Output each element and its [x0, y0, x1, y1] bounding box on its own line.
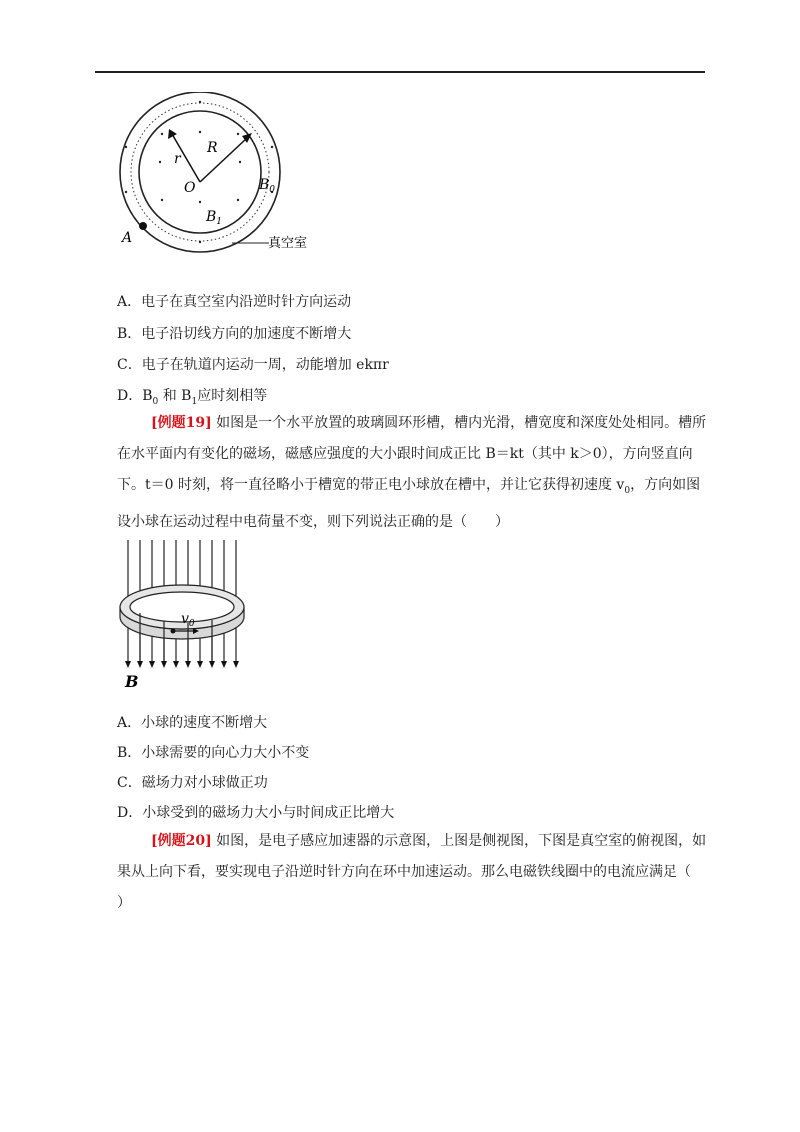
q19-option-c: C．磁场力对小球做正功 — [117, 775, 268, 791]
label-O: O — [184, 180, 196, 196]
example-19-tag: [例题19] — [151, 415, 212, 431]
accelerator-top-view-figure — [112, 92, 322, 262]
q19-option-d: D．小球受到的磁场力大小与时间成正比增大 — [117, 805, 395, 821]
q19-option-a: A．小球的速度不断增大 — [117, 715, 268, 731]
header-rule — [95, 71, 705, 73]
label-r: r — [174, 151, 181, 167]
label-A: A — [122, 230, 133, 246]
ring-trough-figure — [115, 535, 250, 690]
q18-option-d: D．$B_0$ 和 $B_1$应时刻相等 — [117, 388, 268, 407]
label-B: B — [125, 672, 139, 690]
label-vacuum-chamber: 真空室 — [268, 235, 308, 250]
example-19-text: [例题19] 如图是一个水平放置的玻璃圆环形槽，槽内光滑，槽宽度和深度处处相同。槽所 在水平面内有变化的磁场，磁感应强度的大小跟时间成正比 B＝kt（其中 k＞0），方向竖直向 下。t＝0 时刻，将一直径略小于槽宽的带正电小球放在槽中，并让它获得初速度 $v_0$，方向如图 设小球在运动过程中电荷量不变，则下列说法正确的是（ ） — [117, 415, 707, 530]
label-B1: $B_1$ — [206, 209, 223, 227]
q19-option-b: B．小球需要的向心力大小不变 — [117, 745, 310, 761]
q18-option-c: C．电子在轨道内运动一周，动能增加 ekπr — [117, 357, 389, 373]
label-B0: $B_0$ — [259, 177, 276, 195]
dotted-orbit — [131, 103, 269, 241]
q18-option-b: B．电子沿切线方向的加速度不断增大 — [117, 326, 352, 342]
label-R: R — [207, 140, 218, 156]
inner-circle — [139, 111, 261, 233]
charged-ball — [171, 629, 176, 634]
electron-A — [139, 222, 147, 230]
example-20-text: [例题20] 如图，是电子感应加速器的示意图，上图是侧视图，下图是真空室的俯视图，如 果从上向下看，要实现电子沿逆时针方向在环中加速运动。那么电磁铁线圈中的电流应满足（ ） — [117, 833, 707, 911]
field-dots — [125, 101, 276, 243]
field-arrowheads — [125, 661, 239, 668]
example-20-tag: [例题20] — [151, 833, 212, 849]
label-v0: $v_0$ — [181, 611, 195, 629]
q18-option-a: A．电子在真空室内沿逆时针方向运动 — [117, 294, 352, 310]
